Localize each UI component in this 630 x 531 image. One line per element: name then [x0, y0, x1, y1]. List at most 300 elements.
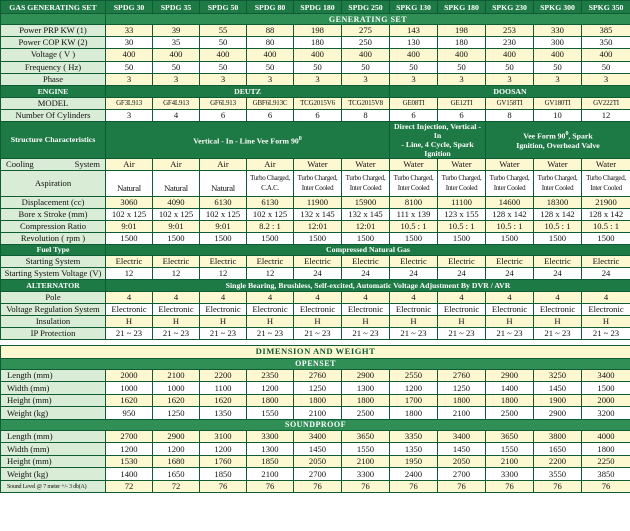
value-cell: H [294, 315, 342, 327]
value-cell: 33 [106, 25, 153, 37]
value-cell: 250 [342, 37, 390, 49]
value-cell: 50 [247, 61, 294, 73]
table-row [1, 196, 630, 208]
value-cell: 3 [106, 109, 153, 121]
value-cell: 10.5 : 1 [486, 220, 534, 232]
value-cell: 72 [106, 480, 153, 493]
value-cell: 76 [390, 480, 438, 493]
value-cell: Electronic [342, 303, 390, 315]
soundproof-title-row [1, 419, 630, 430]
row-label: Length (mm) [1, 369, 106, 382]
value-cell: 50 [200, 61, 247, 73]
row-label: Cooling System [1, 158, 106, 170]
value-cell: H [342, 315, 390, 327]
value-cell: 12 [247, 267, 294, 279]
value-cell: 1450 [438, 443, 486, 456]
value-cell: 9:01 [200, 220, 247, 232]
aspiration-bottom: Inter Cooled [590, 183, 622, 192]
row-label: Voltage Regulation System [1, 303, 106, 315]
value-cell: 1500 [294, 232, 342, 244]
row-label: Length (mm) [1, 430, 106, 443]
value-cell: 1500 [390, 232, 438, 244]
value-cell: 128 x 142 [582, 208, 630, 220]
value-cell: 400 [294, 49, 342, 61]
value-cell: 1500 [153, 232, 200, 244]
value-cell: Electric [200, 255, 247, 267]
table-row [1, 382, 630, 395]
value-cell: 1500 [486, 232, 534, 244]
engine-model: GF6L913 [200, 97, 247, 109]
value-cell: 2100 [486, 455, 534, 468]
aspiration-top: Turbo Charged, [393, 173, 434, 182]
aspiration-cell [342, 170, 390, 196]
table-row [1, 443, 630, 456]
structure-doosan-inline [390, 121, 486, 158]
value-cell: 1300 [342, 382, 390, 395]
value-cell: 2050 [294, 455, 342, 468]
table-row [1, 220, 630, 232]
value-cell: 88 [247, 25, 294, 37]
row-label: Displacement (cc) [1, 196, 106, 208]
value-cell: 198 [438, 25, 486, 37]
value-cell: 10 [534, 109, 582, 121]
value-cell: 50 [486, 61, 534, 73]
value-cell: 6130 [247, 196, 294, 208]
value-cell: Water [294, 158, 342, 170]
aspiration-bottom: Natural [117, 182, 141, 193]
value-cell: 18300 [534, 196, 582, 208]
cell [1, 14, 106, 25]
value-cell: 1300 [247, 443, 294, 456]
value-cell: 4 [294, 291, 342, 303]
value-cell: 2700 [438, 468, 486, 481]
fuel-value: Compressed Natural Gas [106, 244, 630, 255]
value-cell: 80 [247, 37, 294, 49]
aspiration-top: Turbo Charged, [441, 173, 482, 182]
value-cell: Air [153, 158, 200, 170]
engine-model: GF3L913 [106, 97, 153, 109]
value-cell: 3650 [342, 430, 390, 443]
value-cell: 24 [438, 267, 486, 279]
value-cell: Air [200, 158, 247, 170]
value-cell: 2100 [294, 407, 342, 420]
value-cell: 12 [106, 267, 153, 279]
row-label: Starting System Voltage (V) [1, 267, 106, 279]
value-cell: 2000 [106, 369, 153, 382]
value-cell: Electronic [534, 303, 582, 315]
aspiration-cell [534, 170, 582, 196]
aspiration-bottom: Inter Cooled [445, 183, 478, 192]
table-row [1, 37, 630, 49]
structure-c1-tail: , Spark [568, 131, 593, 141]
value-cell: Electronic [390, 303, 438, 315]
value-cell: 21900 [582, 196, 630, 208]
row-label: Height (mm) [1, 455, 106, 468]
row-label: MODEL [1, 97, 106, 109]
value-cell: 50 [200, 37, 247, 49]
aspiration-cell [200, 170, 247, 196]
value-cell: Electric [247, 255, 294, 267]
value-cell: Electric [294, 255, 342, 267]
value-cell: 1250 [438, 382, 486, 395]
engine-model: GE08TI [390, 97, 438, 109]
value-cell: 4 [582, 291, 630, 303]
value-cell: 1900 [534, 394, 582, 407]
value-cell: Water [438, 158, 486, 170]
value-cell: 1800 [390, 407, 438, 420]
value-cell: 128 x 142 [534, 208, 582, 220]
value-cell: 2760 [294, 369, 342, 382]
dimension-row [1, 345, 630, 358]
value-cell: H [247, 315, 294, 327]
value-cell: 3400 [438, 430, 486, 443]
value-cell: 1000 [106, 382, 153, 395]
value-cell: 400 [486, 49, 534, 61]
value-cell: 1400 [106, 468, 153, 481]
value-cell: 21 ~ 23 [294, 327, 342, 339]
value-cell: Water [486, 158, 534, 170]
value-cell: 10.5 : 1 [534, 220, 582, 232]
table-row [1, 49, 630, 61]
value-cell: 24 [390, 267, 438, 279]
value-cell: 4 [390, 291, 438, 303]
value-cell: 253 [486, 25, 534, 37]
structure-deutz [106, 121, 390, 158]
fuel-row [1, 244, 630, 255]
value-cell: 24 [534, 267, 582, 279]
value-cell: Electric [486, 255, 534, 267]
aspiration-bottom: Inter Cooled [349, 183, 382, 192]
row-label: Pole [1, 291, 106, 303]
value-cell: 143 [390, 25, 438, 37]
openset-title-row [1, 358, 630, 369]
value-cell: 1800 [247, 394, 294, 407]
model-header: SPKG 180 [438, 1, 486, 14]
value-cell: 4 [153, 291, 200, 303]
value-cell: 4 [342, 291, 390, 303]
table-row [1, 73, 630, 85]
value-cell: 1950 [390, 455, 438, 468]
value-cell: 3 [582, 73, 630, 85]
value-cell: 1550 [486, 443, 534, 456]
row-label: Compression Ratio [1, 220, 106, 232]
value-cell: 1350 [200, 407, 247, 420]
value-cell: 76 [247, 480, 294, 493]
value-cell: 3400 [582, 369, 630, 382]
value-cell: H [390, 315, 438, 327]
value-cell: 230 [486, 37, 534, 49]
row-label: Sound Level @ 7 meter +/- 3 db(A) [1, 480, 106, 493]
value-cell: 3 [534, 73, 582, 85]
value-cell: Electric [438, 255, 486, 267]
brand-doosan: DOOSAN [390, 85, 630, 97]
value-cell: 21 ~ 23 [342, 327, 390, 339]
value-cell: 6 [294, 109, 342, 121]
value-cell: 1800 [582, 443, 630, 456]
value-cell: 3850 [582, 468, 630, 481]
value-cell: 2550 [390, 369, 438, 382]
value-cell: 11900 [294, 196, 342, 208]
table-row [1, 208, 630, 220]
value-cell: 275 [342, 25, 390, 37]
table-row [1, 430, 630, 443]
row-label: Voltage ( V ) [1, 49, 106, 61]
aspiration-top [153, 174, 199, 183]
structure-c1: Vee Form 90 [523, 131, 566, 141]
aspiration-row [1, 170, 630, 196]
value-cell: 24 [486, 267, 534, 279]
aspiration-cell [153, 170, 200, 196]
model-header: SPDG 30 [106, 1, 153, 14]
engine-model-row [1, 97, 630, 109]
aspiration-top: Turbo Charged, [345, 173, 386, 182]
value-cell: 8 [342, 109, 390, 121]
value-cell: 10.5 : 1 [582, 220, 630, 232]
value-cell: 2900 [342, 369, 390, 382]
value-cell: 3060 [106, 196, 153, 208]
value-cell: 2900 [153, 430, 200, 443]
value-cell: 3250 [534, 369, 582, 382]
value-cell: 4 [486, 291, 534, 303]
structure-row [1, 121, 630, 158]
value-cell: 2500 [342, 407, 390, 420]
value-cell: 3300 [247, 430, 294, 443]
value-cell: 3100 [200, 430, 247, 443]
value-cell: 1620 [200, 394, 247, 407]
aspiration-cell [390, 170, 438, 196]
aspiration-cell [438, 170, 486, 196]
aspiration-cell [247, 170, 294, 196]
row-label: Weight (kg) [1, 468, 106, 481]
alternator-row [1, 279, 630, 291]
table-row [1, 232, 630, 244]
value-cell: 6 [390, 109, 438, 121]
value-cell: 400 [106, 49, 153, 61]
value-cell: 102 x 125 [200, 208, 247, 220]
value-cell: 4 [534, 291, 582, 303]
value-cell: 9:01 [106, 220, 153, 232]
value-cell: 24 [342, 267, 390, 279]
value-cell: 3 [153, 73, 200, 85]
value-cell: 111 x 139 [390, 208, 438, 220]
value-cell: Electric [534, 255, 582, 267]
row-label: Number Of Cylinders [1, 109, 106, 121]
value-cell: Water [582, 158, 630, 170]
table-row [1, 291, 630, 303]
row-label: Power COP KW (2) [1, 37, 106, 49]
structure-b1: Direct Injection, Vertical - In [394, 121, 481, 140]
structure-deutz-text: Vertical - In - Line Vee Form 90 [193, 136, 299, 146]
row-label: Height (mm) [1, 394, 106, 407]
value-cell: 30 [106, 37, 153, 49]
row-label: Revolution ( rpm ) [1, 232, 106, 244]
section-row [1, 14, 630, 25]
value-cell: 1800 [486, 394, 534, 407]
value-cell: 1500 [106, 232, 153, 244]
value-cell: H [153, 315, 200, 327]
value-cell: 8.2 : 1 [247, 220, 294, 232]
aspiration-bottom: Inter Cooled [397, 183, 430, 192]
engine-model: GF4L913 [153, 97, 200, 109]
value-cell: 132 x 145 [294, 208, 342, 220]
value-cell: 50 [294, 61, 342, 73]
value-cell: 1850 [200, 468, 247, 481]
value-cell: 400 [534, 49, 582, 61]
value-cell: 76 [534, 480, 582, 493]
model-header: SPKG 300 [534, 1, 582, 14]
aspiration-bottom: C.A.C. [261, 183, 279, 192]
value-cell: 50 [390, 61, 438, 73]
value-cell: Air [247, 158, 294, 170]
value-cell: 1650 [534, 443, 582, 456]
value-cell: 76 [342, 480, 390, 493]
value-cell: 10.5 : 1 [390, 220, 438, 232]
value-cell: 35 [153, 37, 200, 49]
value-cell: 12 [153, 267, 200, 279]
aspiration-cell [294, 170, 342, 196]
value-cell: 10.5 : 1 [438, 220, 486, 232]
value-cell: 1530 [106, 455, 153, 468]
aspiration-cell [486, 170, 534, 196]
row-label: Starting System [1, 255, 106, 267]
value-cell: 128 x 142 [486, 208, 534, 220]
table-row [1, 158, 630, 170]
value-cell: Electronic [582, 303, 630, 315]
value-cell: 8 [486, 109, 534, 121]
model-header: SPKG 230 [486, 1, 534, 14]
value-cell: 1000 [153, 382, 200, 395]
alternator-label: ALTERNATOR [1, 279, 106, 291]
engine-label: ENGINE [1, 85, 106, 97]
aspiration-top [200, 174, 246, 183]
header-row [1, 1, 630, 14]
value-cell: 1500 [200, 232, 247, 244]
engine-row [1, 85, 630, 97]
value-cell: 123 x 155 [438, 208, 486, 220]
section-title-openset: OPENSET [1, 358, 630, 369]
value-cell: 198 [294, 25, 342, 37]
table-row [1, 61, 630, 73]
row-label: Insulation [1, 315, 106, 327]
value-cell: 400 [200, 49, 247, 61]
value-cell: 3550 [534, 468, 582, 481]
table-row [1, 455, 630, 468]
value-cell: 1550 [247, 407, 294, 420]
value-cell: 9:01 [153, 220, 200, 232]
value-cell: 3200 [582, 407, 630, 420]
aspiration-top: Turbo Charged, [586, 173, 626, 182]
value-cell: Electronic [153, 303, 200, 315]
row-label: Power PRP KW (1) [1, 25, 106, 37]
model-header: SPDG 35 [153, 1, 200, 14]
table-row [1, 255, 630, 267]
value-cell: 1200 [106, 443, 153, 456]
aspiration-top: Turbo Charged, [250, 173, 290, 182]
aspiration-bottom: Inter Cooled [541, 183, 574, 192]
value-cell: 21 ~ 23 [153, 327, 200, 339]
engine-model: GV180TI [534, 97, 582, 109]
value-cell: 2250 [582, 455, 630, 468]
value-cell: 50 [153, 61, 200, 73]
value-cell: 4000 [582, 430, 630, 443]
engine-model: TCG2015V6 [294, 97, 342, 109]
value-cell: 12:01 [294, 220, 342, 232]
value-cell: 300 [534, 37, 582, 49]
value-cell: 102 x 125 [106, 208, 153, 220]
section-title-generating-set: GENERATING SET [106, 14, 630, 25]
value-cell: 1250 [153, 407, 200, 420]
aspiration-top: Turbo Charged, [297, 173, 338, 182]
aspiration-bottom: Inter Cooled [301, 183, 334, 192]
engine-model: GE12TI [438, 97, 486, 109]
value-cell: 6 [247, 109, 294, 121]
value-cell: 180 [294, 37, 342, 49]
value-cell: 50 [582, 61, 630, 73]
engine-model: GV158TI [486, 97, 534, 109]
value-cell: 50 [534, 61, 582, 73]
value-cell: Water [342, 158, 390, 170]
value-cell: 4 [106, 291, 153, 303]
table-row [1, 25, 630, 37]
section-title-dimension: DIMENSION AND WEIGHT [1, 345, 630, 358]
value-cell: 6130 [200, 196, 247, 208]
value-cell: Air [106, 158, 153, 170]
value-cell: 1760 [200, 455, 247, 468]
value-cell: 1200 [390, 382, 438, 395]
value-cell: 2050 [438, 455, 486, 468]
value-cell: 2700 [106, 430, 153, 443]
aspiration-bottom: Natural [211, 182, 235, 193]
value-cell: 2100 [438, 407, 486, 420]
value-cell: 1500 [342, 232, 390, 244]
value-cell: Electronic [294, 303, 342, 315]
value-cell: 12 [582, 109, 630, 121]
value-cell: H [438, 315, 486, 327]
structure-b2: - Line, 4 Cycle, Spark Ignition [401, 139, 474, 158]
value-cell: H [106, 315, 153, 327]
model-header: SPDG 250 [342, 1, 390, 14]
value-cell: H [582, 315, 630, 327]
value-cell: 2000 [582, 394, 630, 407]
aspiration-top: Turbo Charged, [537, 173, 578, 182]
engine-model: GV222TI [582, 97, 630, 109]
value-cell: 1450 [294, 443, 342, 456]
value-cell: 400 [247, 49, 294, 61]
brand-deutz: DEUTZ [106, 85, 390, 97]
value-cell: 14600 [486, 196, 534, 208]
value-cell: 1450 [534, 382, 582, 395]
table-row [1, 303, 630, 315]
row-label: Bore x Stroke (mm) [1, 208, 106, 220]
row-label: Phase [1, 73, 106, 85]
value-cell: 4090 [153, 196, 200, 208]
value-cell: H [534, 315, 582, 327]
value-cell: 8100 [390, 196, 438, 208]
value-cell: 12:01 [342, 220, 390, 232]
aspiration-cell [582, 170, 630, 196]
value-cell: 2400 [390, 468, 438, 481]
value-cell: 1500 [247, 232, 294, 244]
row-label: Aspiration [1, 170, 106, 196]
value-cell: 21 ~ 23 [106, 327, 153, 339]
value-cell: 2100 [153, 369, 200, 382]
value-cell: 4 [247, 291, 294, 303]
value-cell: 1650 [153, 468, 200, 481]
value-cell: 3300 [486, 468, 534, 481]
value-cell: Electric [342, 255, 390, 267]
value-cell: 3 [342, 73, 390, 85]
degree-sup: 0 [565, 131, 569, 138]
